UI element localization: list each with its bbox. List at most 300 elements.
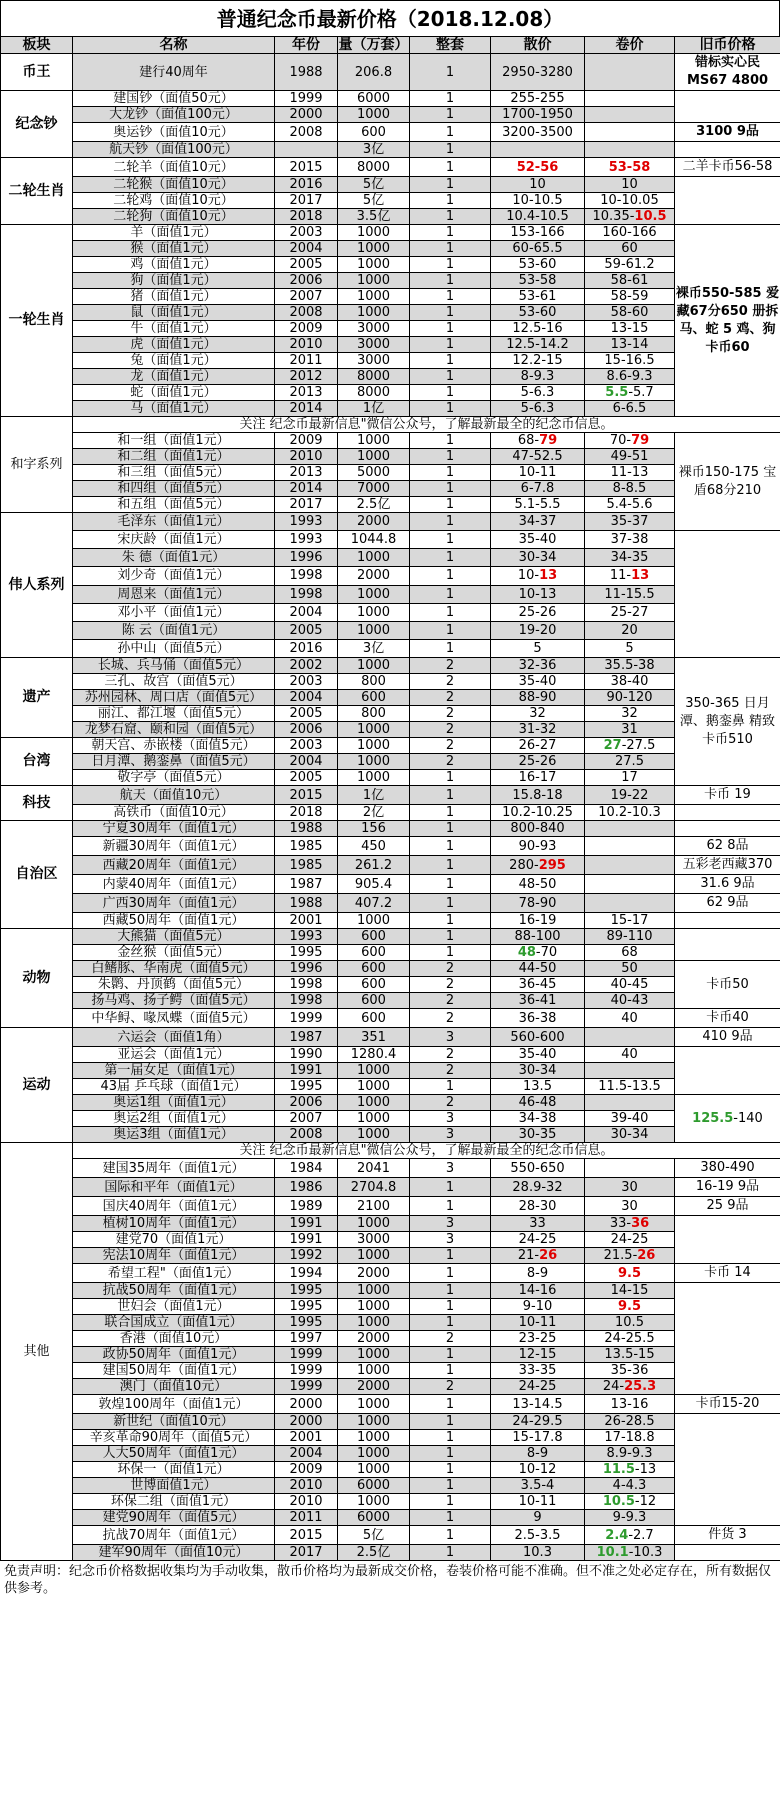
roll-price [585,837,675,856]
old-price-note: 卡币 19 [675,786,780,805]
table-row [1,193,780,209]
coin-name: 周恩来（面值1元） [73,585,275,603]
coin-quantity: 2000 [338,567,410,585]
coin-year: 2000 [275,107,338,123]
table-row [1,929,780,945]
old-price-note: 3100 9品 [675,123,780,142]
coin-quantity: 1000 [338,549,410,567]
price-segment: 26 [539,1248,558,1263]
coin-name: 六运会（面值1角） [73,1028,275,1047]
loose-price: 35-40 [491,531,585,549]
table-row [1,1446,780,1462]
roll-price [585,875,675,894]
coin-year: 2005 [275,770,338,786]
loose-price: 53-60 [491,257,585,273]
coin-year [275,142,338,158]
coin-name: 牛（面值1元） [73,321,275,337]
roll-price: 15-16.5 [585,353,675,369]
coin-name: 建军90周年（面值10元） [73,1545,275,1561]
coin-quantity: 600 [338,929,410,945]
roll-price: 11-15.5 [585,585,675,603]
category-cell: 和字系列 [1,417,73,513]
coin-set: 1 [410,621,491,639]
roll-price: 37-38 [585,531,675,549]
coin-quantity: 1000 [338,1127,410,1143]
coin-quantity: 1000 [338,1446,410,1462]
coin-set: 1 [410,158,491,177]
coin-year: 1984 [275,1159,338,1178]
coin-quantity: 600 [338,1009,410,1028]
table-row [1,273,780,289]
coin-name: 世博面值1元） [73,1478,275,1494]
coin-year: 2010 [275,337,338,353]
roll-price: 40 [585,1009,675,1028]
coin-quantity: 156 [338,821,410,837]
price-segment: 280- [509,857,539,873]
loose-price: 3.5-4 [491,1478,585,1494]
table-body [1,54,780,1561]
header-year: 年份 [275,37,338,54]
table-row [1,945,780,961]
table-row [1,513,780,531]
coin-set: 1 [410,1526,491,1545]
roll-price: 5 [585,639,675,657]
table-row [1,433,780,449]
coin-set: 1 [410,1197,491,1216]
coin-year: 1999 [275,1379,338,1395]
table-row [1,401,780,417]
table-row [1,961,780,977]
old-price-note [675,913,780,929]
coin-name: 苏州园林、周口店（面值5元） [73,690,275,706]
coin-year: 2014 [275,481,338,497]
coin-quantity: 2000 [338,1379,410,1395]
price-segment: 53-58 [608,159,651,175]
coin-year: 2000 [275,1395,338,1414]
price-segment: 295 [538,857,566,873]
coin-year: 1994 [275,1264,338,1283]
roll-price [585,1462,675,1478]
roll-price: 13-16 [585,1395,675,1414]
coin-quantity: 2041 [338,1159,410,1178]
table-row [1,1178,780,1197]
roll-price: 35-36 [585,1363,675,1379]
table-row [1,1111,780,1127]
coin-quantity: 1000 [338,107,410,123]
roll-price: 10.2-10.3 [585,805,675,821]
coin-year: 2004 [275,241,338,257]
price-segment: 10.1 [596,1545,629,1560]
roll-price: 6-6.5 [585,401,675,417]
category-cell: 遗产 [1,658,73,738]
coin-year: 1991 [275,1216,338,1232]
loose-price: 30-34 [491,1063,585,1079]
coin-name: 白鳍豚、华南虎（面值5元） [73,961,275,977]
coin-set: 1 [410,225,491,241]
roll-price: 8-8.5 [585,481,675,497]
price-segment: 25.3 [624,1379,657,1394]
table-row [1,531,780,549]
coin-name: 刘少奇（面值1元） [73,567,275,585]
coin-set: 1 [410,449,491,465]
coin-name: 大熊猫（面值5元） [73,929,275,945]
coin-set: 1 [410,1478,491,1494]
coin-quantity: 3.5亿 [338,209,410,225]
coin-name: 邓小平（面值1元） [73,603,275,621]
roll-price: 35.5-38 [585,658,675,674]
coin-name: 澳门（面值10元） [73,1379,275,1395]
roll-price [585,567,675,585]
coin-year: 1985 [275,837,338,856]
roll-price: 35-37 [585,513,675,531]
coin-set: 2 [410,722,491,738]
old-price-note [675,142,780,158]
price-segment: 13 [631,568,650,584]
coin-set: 1 [410,1347,491,1363]
coin-year: 2003 [275,225,338,241]
loose-price: 47-52.5 [491,449,585,465]
old-price-note [675,821,780,837]
coin-quantity: 1000 [338,1095,410,1111]
old-price-note [675,1216,780,1264]
coin-quantity: 1000 [338,1216,410,1232]
loose-price: 33 [491,1216,585,1232]
roll-price [585,1028,675,1047]
loose-price: 800-840 [491,821,585,837]
roll-price [585,1063,675,1079]
roll-price [585,1545,675,1561]
coin-quantity: 1000 [338,1079,410,1095]
table-row [1,107,780,123]
coin-year: 1988 [275,54,338,91]
coin-name: 虎（面值1元） [73,337,275,353]
coin-year: 1993 [275,513,338,531]
coin-quantity: 800 [338,674,410,690]
old-price-note: 卡币 14 [675,1264,780,1283]
coin-name: 朱 德（面值1元） [73,549,275,567]
loose-price: 8-9 [491,1446,585,1462]
roll-price: 24-25 [585,1232,675,1248]
coin-set: 1 [410,54,491,91]
coin-quantity: 3000 [338,353,410,369]
table-row [1,142,780,158]
coin-name: 和五组（面值5元） [73,497,275,513]
coin-quantity: 3亿 [338,639,410,657]
price-segment: 26 [637,1248,656,1263]
table-row [1,1264,780,1283]
coin-set: 1 [410,875,491,894]
coin-name: 鼠（面值1元） [73,305,275,321]
coin-year: 1998 [275,585,338,603]
coin-set: 1 [410,257,491,273]
coin-name: 兔（面值1元） [73,353,275,369]
table-row [1,1315,780,1331]
coin-quantity: 5亿 [338,177,410,193]
coin-quantity: 600 [338,123,410,142]
loose-price: 12-15 [491,1347,585,1363]
coin-quantity: 407.2 [338,894,410,913]
coin-quantity: 3亿 [338,142,410,158]
coin-quantity: 2000 [338,1264,410,1283]
old-price-note [675,1095,780,1143]
coin-set: 1 [410,465,491,481]
loose-price: 53-58 [491,273,585,289]
roll-price [585,54,675,91]
coin-quantity: 1000 [338,225,410,241]
coin-year: 2002 [275,658,338,674]
loose-price: 10-12 [491,1462,585,1478]
loose-price: 5.1-5.5 [491,497,585,513]
price-segment: 24- [602,1379,625,1394]
coin-set: 1 [410,1510,491,1526]
coin-set: 1 [410,1414,491,1430]
table-row [1,913,780,929]
loose-price [491,945,585,961]
coin-name: 奥运1组（面值1元） [73,1095,275,1111]
roll-price [585,433,675,449]
coin-name: 世妇会（面值1元） [73,1299,275,1315]
loose-price: 24-29.5 [491,1414,585,1430]
loose-price: 13-14.5 [491,1395,585,1414]
banner-text: 关注 纪念币最新信息"微信公众号，了解最新最全的纪念币信息。 [73,417,780,433]
roll-price: 34-35 [585,549,675,567]
table-row [1,1079,780,1095]
coin-quantity: 6000 [338,1478,410,1494]
table-row [1,821,780,837]
coin-set: 3 [410,1028,491,1047]
old-price-note [675,1047,780,1095]
coin-year: 1996 [275,961,338,977]
table-row [1,837,780,856]
coin-quantity: 1000 [338,1315,410,1331]
old-price-note: 380-490 [675,1159,780,1178]
roll-price: 89-110 [585,929,675,945]
header-set: 整套 [410,37,491,54]
loose-price: 10.2-10.25 [491,805,585,821]
coin-name: 宋庆龄（面值1元） [73,531,275,549]
roll-price [585,123,675,142]
roll-price: 13.5-15 [585,1347,675,1363]
roll-price: 30 [585,1197,675,1216]
old-price-note: 卡币40 [675,1009,780,1028]
coin-set: 1 [410,1363,491,1379]
roll-price [585,1216,675,1232]
price-segment: 5.5 [605,385,629,400]
coin-set: 1 [410,945,491,961]
table-row [1,1510,780,1526]
old-price-note [675,805,780,821]
coin-quantity: 600 [338,961,410,977]
coin-quantity: 3000 [338,1232,410,1248]
price-segment: 79 [631,433,650,448]
coin-set: 1 [410,1494,491,1510]
coin-quantity: 1000 [338,1063,410,1079]
coin-quantity: 2100 [338,1197,410,1216]
header-roll-price: 卷价 [585,37,675,54]
coin-name: 二轮鸡（面值10元） [73,193,275,209]
table-row [1,603,780,621]
coin-year: 2008 [275,1127,338,1143]
coin-year: 2015 [275,786,338,805]
roll-price: 58-61 [585,273,675,289]
coin-set: 1 [410,241,491,257]
coin-name: 亚运会（面值1元） [73,1047,275,1063]
loose-price: 24-25 [491,1232,585,1248]
price-segment: 9.5 [617,1299,642,1314]
coin-year: 1989 [275,1197,338,1216]
roll-price [585,738,675,754]
roll-price: 20 [585,621,675,639]
category-cell: 币王 [1,54,73,91]
coin-name: 蛇（面值1元） [73,385,275,401]
price-segment: -5.7 [628,385,654,400]
coin-set: 1 [410,107,491,123]
table-row [1,805,780,821]
coin-year: 1997 [275,1331,338,1347]
coin-name: 敦煌100周年（面值1元） [73,1395,275,1414]
coin-year: 1991 [275,1063,338,1079]
coin-quantity: 1000 [338,273,410,289]
coin-name: 朝天宫、赤嵌楼（面值5元） [73,738,275,754]
table-row [1,1395,780,1414]
coin-set: 1 [410,337,491,353]
coin-name: 联合国成立（面值1元） [73,1315,275,1331]
loose-price: 35-40 [491,1047,585,1063]
table-row [1,1159,780,1178]
coin-name: 和四组（面值5元） [73,481,275,497]
coin-year: 1999 [275,91,338,107]
coin-quantity: 1000 [338,257,410,273]
coin-set: 1 [410,305,491,321]
coin-quantity: 1000 [338,289,410,305]
coin-year: 1993 [275,531,338,549]
loose-price: 5 [491,639,585,657]
category-cell: 二轮生肖 [1,158,73,225]
coin-name: 羊（面值1元） [73,225,275,241]
coin-name: 奥运3组（面值1元） [73,1127,275,1143]
table-row [1,123,780,142]
loose-price: 10.4-10.5 [491,209,585,225]
coin-quantity: 8000 [338,385,410,401]
coin-name: 第一届女足（面值1元） [73,1063,275,1079]
loose-price: 25-26 [491,754,585,770]
table-row [1,91,780,107]
coin-year: 1995 [275,945,338,961]
roll-price [585,1095,675,1111]
coin-year: 2010 [275,1494,338,1510]
loose-price: 13.5 [491,1079,585,1095]
coin-name: 香港（面值10元） [73,1331,275,1347]
table-row [1,1462,780,1478]
coin-name: 毛泽东（面值1元） [73,513,275,531]
loose-price: 550-650 [491,1159,585,1178]
loose-price: 19-20 [491,621,585,639]
coin-set: 1 [410,273,491,289]
coin-quantity: 1000 [338,1347,410,1363]
table-row [1,977,780,993]
table-row [1,993,780,1009]
roll-price: 59-61.2 [585,257,675,273]
loose-price: 32-36 [491,658,585,674]
coin-set: 1 [410,603,491,621]
coin-set: 2 [410,658,491,674]
roll-price: 30-34 [585,1127,675,1143]
roll-price: 11.5-13.5 [585,1079,675,1095]
table-row [1,257,780,273]
coin-year: 2017 [275,193,338,209]
roll-price: 25-27 [585,603,675,621]
coin-set: 1 [410,567,491,585]
coin-quantity: 1000 [338,585,410,603]
table-row [1,1009,780,1028]
table-row [1,1047,780,1063]
table-row [1,786,780,805]
roll-price: 27.5 [585,754,675,770]
loose-price: 32 [491,706,585,722]
category-cell: 自治区 [1,821,73,929]
coin-set: 1 [410,289,491,305]
coin-name: 龙梦石窟、颐和园（面值5元） [73,722,275,738]
roll-price: 90-120 [585,690,675,706]
old-price-note: 五彩老西藏370 [675,856,780,875]
roll-price: 8.9-9.3 [585,1446,675,1462]
loose-price: 2.5-3.5 [491,1526,585,1545]
roll-price [585,142,675,158]
roll-price: 49-51 [585,449,675,465]
coin-name: 金丝猴（面值5元） [73,945,275,961]
coin-name: 长城、兵马俑（面值5元） [73,658,275,674]
coin-year: 2003 [275,738,338,754]
coin-quantity: 1000 [338,658,410,674]
roll-price [585,158,675,177]
table-row [1,54,780,91]
coin-set: 1 [410,585,491,603]
coin-name: 鸡（面值1元） [73,257,275,273]
table-row [1,894,780,913]
roll-price [585,1494,675,1510]
coin-set: 1 [410,1299,491,1315]
coin-year: 2017 [275,497,338,513]
coin-set: 1 [410,1462,491,1478]
coin-quantity: 1000 [338,754,410,770]
coin-name: 43届 乒乓球（面值1元） [73,1079,275,1095]
coin-set: 1 [410,786,491,805]
old-price-note: 裸币550-585 爱藏67分650 册拆马、蛇 5 鸡、狗卡币60 [675,225,780,417]
old-price-note [675,91,780,123]
coin-quantity: 2.5亿 [338,1545,410,1561]
loose-price: 30-35 [491,1127,585,1143]
coin-year: 2018 [275,805,338,821]
coin-set: 1 [410,1395,491,1414]
header-old-price: 旧币价格 [675,37,780,54]
loose-price: 15-17.8 [491,1430,585,1446]
coin-quantity: 5亿 [338,193,410,209]
loose-price [491,1248,585,1264]
loose-price: 26-27 [491,738,585,754]
coin-year: 1985 [275,856,338,875]
roll-price: 32 [585,706,675,722]
roll-price: 15-17 [585,913,675,929]
price-segment: 9.5 [617,1265,642,1281]
loose-price: 10-13 [491,585,585,603]
loose-price: 6-7.8 [491,481,585,497]
coin-name: 二轮羊（面值10元） [73,158,275,177]
coin-quantity: 2000 [338,513,410,531]
table-row [1,1216,780,1232]
loose-price [491,142,585,158]
category-cell: 其他 [1,1143,73,1561]
coin-quantity: 1000 [338,241,410,257]
